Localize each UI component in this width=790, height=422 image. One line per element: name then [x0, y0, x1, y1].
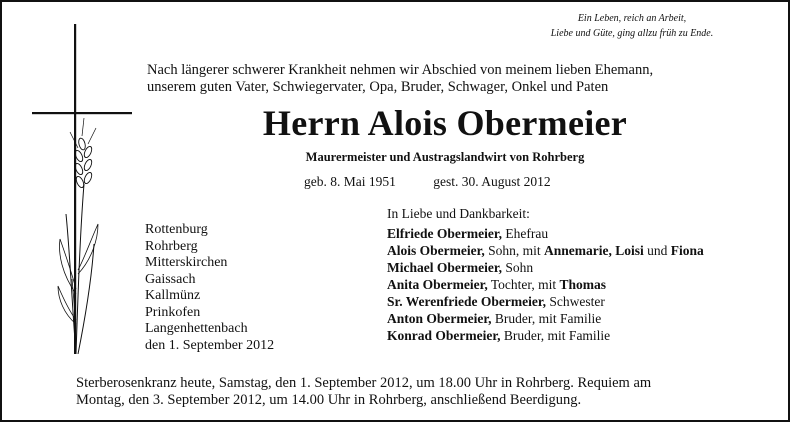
family-member-name: Konrad Obermeier, — [387, 328, 501, 343]
motto-quote — [482, 11, 782, 41]
intro-line-1: Nach längerer schwerer Krankheit nehmen wir Abschied von meinem lieben Ehemann, — [147, 62, 654, 78]
family-member-name: Sr. Werenfriede Obermeier, — [387, 294, 546, 309]
family-heading: In Liebe und Dankbarkeit: — [387, 206, 530, 221]
service-line-1: Sterberosenkranz heute, Samstag, den 1. September 2012, um 18.00 Uhr in Rohrberg. Requiem am — [76, 375, 652, 391]
death-date: gest. 30. August 2012 — [433, 174, 551, 189]
family-row — [387, 242, 704, 259]
family-relation: Bruder, mit Familie — [500, 328, 611, 343]
family-member-name: Michael Obermeier, — [387, 260, 502, 275]
notice-date: den 1. September 2012 — [145, 337, 275, 353]
motto-line-1: Ein Leben, reich an Arbeit, — [577, 13, 687, 24]
birth-date: geb. 8. Mai 1951 — [304, 174, 396, 189]
family-member-name: Elfriede Obermeier, — [387, 226, 502, 241]
family-relation: Sohn — [501, 260, 534, 275]
family-partner-names: Annemarie, Loisi — [544, 243, 644, 258]
family-member-name: Anita Obermeier, — [387, 277, 488, 292]
family-row — [387, 327, 704, 344]
family-relation: Tochter, mit — [487, 277, 560, 292]
place-item: Prinkofen — [145, 304, 201, 320]
deceased-role: Maurermeister und Austragslandwirt von Rohrberg — [305, 150, 585, 164]
family-row — [387, 310, 704, 327]
place-item: Kallmünz — [145, 288, 201, 303]
places-list — [145, 222, 274, 354]
life-dates — [304, 174, 551, 190]
family-partner-name: Thomas — [559, 277, 607, 292]
family-member-name: Alois Obermeier, — [387, 243, 485, 258]
cross-with-wheat-icon — [32, 24, 132, 354]
intro-text — [147, 62, 777, 96]
service-line-2: Montag, den 3. September 2012, um 14.00 Uhr in Rohrberg, anschließend Beerdigung. — [76, 392, 582, 408]
intro-line-2: unserem guten Vater, Schwiegervater, Opa, Bruder, Schwager, Onkel und Paten — [147, 79, 609, 95]
family-relation: Sohn, mit — [484, 243, 544, 258]
place-item: Gaissach — [145, 271, 196, 287]
family-relation: Ehefrau — [501, 226, 549, 241]
place-item: Rohrberg — [145, 238, 198, 254]
family-row — [387, 225, 704, 242]
family-row — [387, 276, 704, 293]
place-item: Rottenburg — [145, 222, 208, 237]
family-row — [387, 259, 704, 276]
service-info — [76, 375, 776, 409]
family-relation: Bruder, mit Familie — [491, 311, 602, 326]
deceased-name: Herrn Alois Obermeier — [262, 103, 628, 143]
family-row — [387, 293, 704, 310]
family-relation-joiner: und — [643, 243, 671, 258]
family-list — [387, 205, 704, 344]
place-item: Mitterskirchen — [145, 255, 228, 270]
place-item: Langenhettenbach — [145, 321, 248, 336]
family-partner-name: Fiona — [670, 243, 704, 258]
motto-line-2: Liebe und Güte, ging allzu früh zu Ende. — [550, 28, 714, 39]
family-member-name: Anton Obermeier, — [387, 311, 492, 326]
family-relation: Schwester — [545, 294, 605, 309]
